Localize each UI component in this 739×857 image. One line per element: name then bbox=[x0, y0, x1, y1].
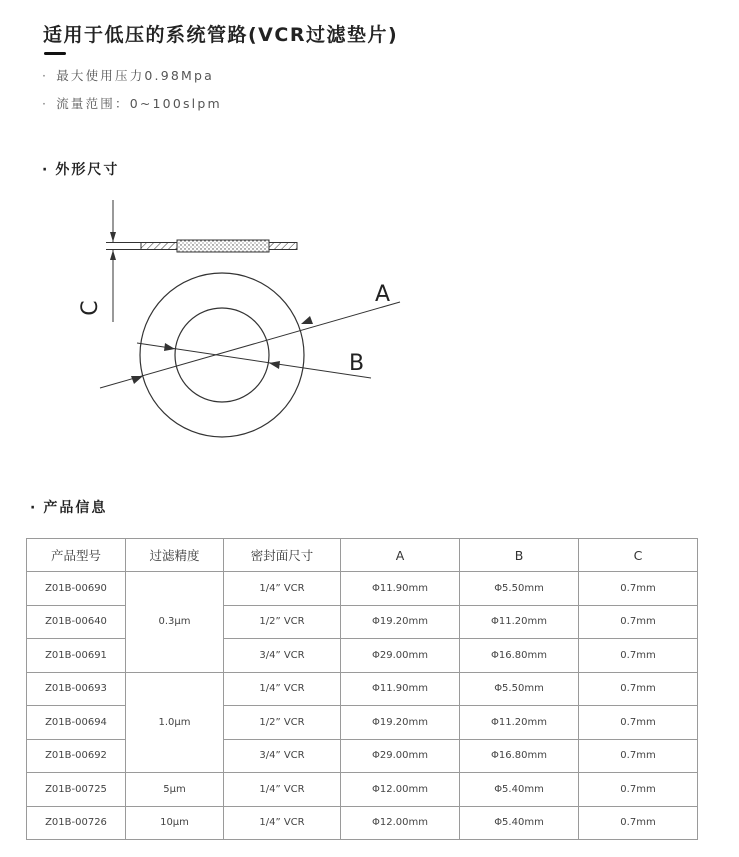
cell-c: 0.7mm bbox=[579, 739, 698, 773]
page-title: 适用于低压的系统管路(VCR过滤垫片) bbox=[43, 24, 399, 46]
gasket-cross-section bbox=[141, 240, 297, 252]
label-a: A bbox=[375, 282, 391, 307]
cell-a: Φ11.90mm bbox=[341, 672, 460, 706]
cell-model: Z01B-00725 bbox=[27, 773, 126, 807]
cell-a: Φ12.00mm bbox=[341, 806, 460, 840]
cell-precision: 10μm bbox=[126, 806, 224, 840]
cell-c: 0.7mm bbox=[579, 639, 698, 673]
cell-a: Φ12.00mm bbox=[341, 773, 460, 807]
cell-model: Z01B-00726 bbox=[27, 806, 126, 840]
cell-model: Z01B-00692 bbox=[27, 739, 126, 773]
cell-size: 3/4” VCR bbox=[224, 739, 341, 773]
cell-model: Z01B-00640 bbox=[27, 605, 126, 639]
bullet: · bbox=[42, 162, 50, 178]
cell-size: 1/2” VCR bbox=[224, 706, 341, 740]
cell-precision: 0.3μm bbox=[126, 572, 224, 673]
spec-text: 最大使用压力0.98Mpa bbox=[56, 68, 214, 83]
cell-a: Φ29.00mm bbox=[341, 739, 460, 773]
section-title: 外形尺寸 bbox=[55, 162, 120, 178]
header-c: C bbox=[579, 539, 698, 572]
table-row bbox=[27, 806, 698, 840]
cell-size: 3/4” VCR bbox=[224, 639, 341, 673]
cell-b: Φ11.20mm bbox=[460, 706, 579, 740]
bullet: · bbox=[30, 500, 38, 516]
cell-model: Z01B-00693 bbox=[27, 672, 126, 706]
cell-c: 0.7mm bbox=[579, 706, 698, 740]
inner-circle bbox=[175, 308, 269, 402]
outer-circle bbox=[140, 273, 304, 437]
cell-b: Φ5.50mm bbox=[460, 572, 579, 606]
cell-b: Φ16.80mm bbox=[460, 739, 579, 773]
cell-size: 1/4” VCR bbox=[224, 572, 341, 606]
header-seal-size: 密封面尺寸 bbox=[224, 539, 341, 572]
cell-size: 1/4” VCR bbox=[224, 773, 341, 807]
cell-b: Φ5.40mm bbox=[460, 773, 579, 807]
cell-a: Φ11.90mm bbox=[341, 572, 460, 606]
cell-b: Φ5.50mm bbox=[460, 672, 579, 706]
cell-a: Φ29.00mm bbox=[341, 639, 460, 673]
label-c: C bbox=[78, 300, 103, 316]
header-b: B bbox=[460, 539, 579, 572]
table-row bbox=[27, 572, 698, 606]
cell-size: 1/4” VCR bbox=[224, 672, 341, 706]
cell-c: 0.7mm bbox=[579, 672, 698, 706]
dimension-c bbox=[78, 200, 141, 322]
cell-model: Z01B-00690 bbox=[27, 572, 126, 606]
table-row bbox=[27, 672, 698, 706]
section-product-info bbox=[30, 497, 107, 517]
cell-a: Φ19.20mm bbox=[341, 605, 460, 639]
dimension-b bbox=[137, 343, 371, 378]
section-title: 产品信息 bbox=[43, 500, 108, 516]
label-b: B bbox=[349, 351, 365, 376]
spec-text: 流量范围：0~100slpm bbox=[56, 96, 222, 111]
cell-c: 0.7mm bbox=[579, 773, 698, 807]
bullet: · bbox=[42, 96, 49, 111]
cell-c: 0.7mm bbox=[579, 572, 698, 606]
cell-model: Z01B-00691 bbox=[27, 639, 126, 673]
header-a: A bbox=[341, 539, 460, 572]
product-table bbox=[26, 538, 698, 840]
cell-size: 1/4” VCR bbox=[224, 806, 341, 840]
cell-size: 1/2” VCR bbox=[224, 605, 341, 639]
table-row bbox=[27, 773, 698, 807]
cell-c: 0.7mm bbox=[579, 605, 698, 639]
header-precision: 过滤精度 bbox=[126, 539, 224, 572]
cell-precision: 5μm bbox=[126, 773, 224, 807]
cell-a: Φ19.20mm bbox=[341, 706, 460, 740]
cell-b: Φ11.20mm bbox=[460, 605, 579, 639]
cell-model: Z01B-00694 bbox=[27, 706, 126, 740]
header-model: 产品型号 bbox=[27, 539, 126, 572]
bullet: · bbox=[42, 68, 49, 83]
cell-precision: 1.0μm bbox=[126, 672, 224, 773]
table-header-row bbox=[27, 539, 698, 572]
cell-c: 0.7mm bbox=[579, 806, 698, 840]
cell-b: Φ5.40mm bbox=[460, 806, 579, 840]
cell-b: Φ16.80mm bbox=[460, 639, 579, 673]
